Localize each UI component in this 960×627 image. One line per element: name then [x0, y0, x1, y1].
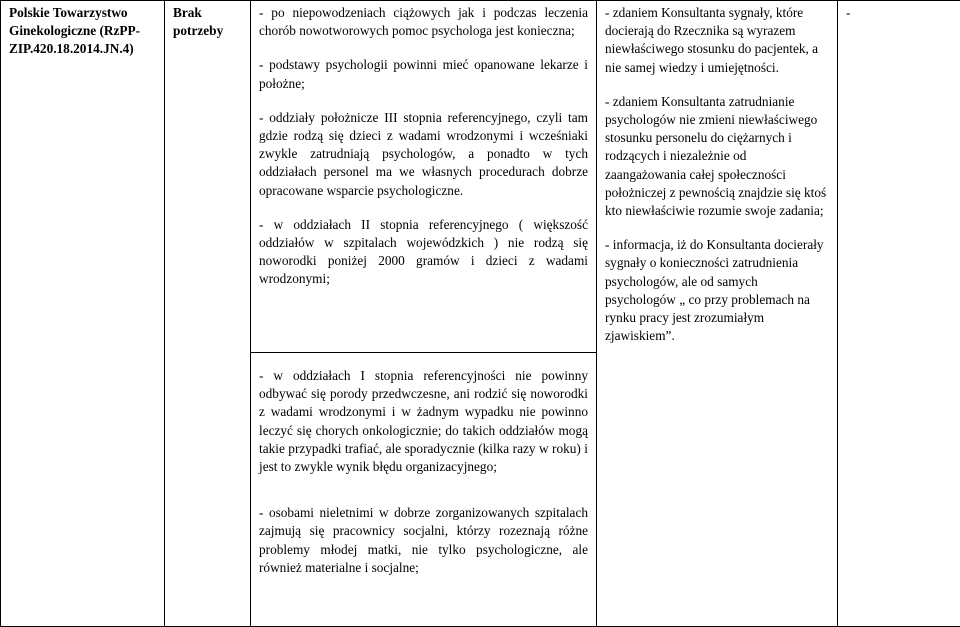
justification-cell-top: [251, 1, 597, 353]
organization-cell: [1, 1, 165, 627]
organization-name: Polskie Towarzystwo Ginekologiczne (RzPP-ZIP.420.18.2014.JN.4): [9, 5, 141, 57]
effects-paragraph: - informacja, iż do Konsultanta docierały sygnały o konieczności zatrudnienia psychologów, ale od samych psychologów „ co przy problemach na rynku pracy jest zrozumiałym zjawiskiem”.: [605, 237, 824, 344]
justification-paragraph: - w oddziałach II stopnia referencyjnego ( większość oddziałów w szpitalach wojewódzkich ) nie rodzą się noworodki poniżej 2000 gramów i dzieci z wadami wrodzonymi;: [259, 216, 588, 287]
justification-paragraph: - oddziały położnicze III stopnia referencyjnego, czyli tam gdzie rodzą się dzieci z wadami wrodzonymi i wcześniaki zwykle zatrudniają psychologów, a ponadto w tych oddziałach personel ma we własnych procedurach dobrze opracowane wsparcie psychologiczne.: [259, 109, 588, 198]
effects-paragraph: - zdaniem Konsultanta sygnały, które docierają do Rzecznika są wyrazem niewłaściwego stosunku do pacjentek, a nie samej wiedzy i umiejętności.: [605, 5, 819, 75]
last-column-value: -: [846, 5, 851, 20]
last-column-cell: [838, 1, 960, 627]
effects-paragraph: - zdaniem Konsultanta zatrudnianie psychologów nie zmieni niewłaściwego stosunku personelu do ciężarnych i rodzących i niezależnie od zaangażowania całej społeczności położniczej z pewnością znajdzie się ktoś kto niewłaściwie rozumie swoje zadania;: [605, 93, 827, 219]
justification-paragraph: - w oddziałach I stopnia referencyjności nie powinny odbywać się porody przedwczesne, ani rodzić się noworodki z wadami wrodzonymi i w żadnym wypadku nie powinno leczyć się chorych onkologicznie; do takich oddziałów mogą takie przypadki trafiać, ale sporadycznie (kilka razy w roku) i jest to zwykle wynik błędu organizacyjnego;: [259, 368, 588, 475]
justification-cell-bottom: [251, 353, 597, 627]
status-cell: [165, 1, 251, 627]
justification-paragraph: - osobami nieletnimi w dobrze zorganizowanych szpitalach zajmują się pracownicy socjalni, którzy rozeznają różne problemy młodej matki, nie tylko psychologiczne, ale również materialne i socjalne;: [259, 505, 588, 575]
justification-paragraph: - po niepowodzeniach ciążowych jak i podczas leczenia chorób nowotworowych pomoc psychologa jest konieczna;: [259, 5, 588, 39]
effects-cell: [597, 1, 838, 627]
status-label: Brak potrzeby: [173, 5, 224, 39]
table-row: [1, 1, 960, 353]
justification-paragraph: - podstawy psychologii powinni mieć opanowane lekarze i położne;: [259, 57, 588, 91]
